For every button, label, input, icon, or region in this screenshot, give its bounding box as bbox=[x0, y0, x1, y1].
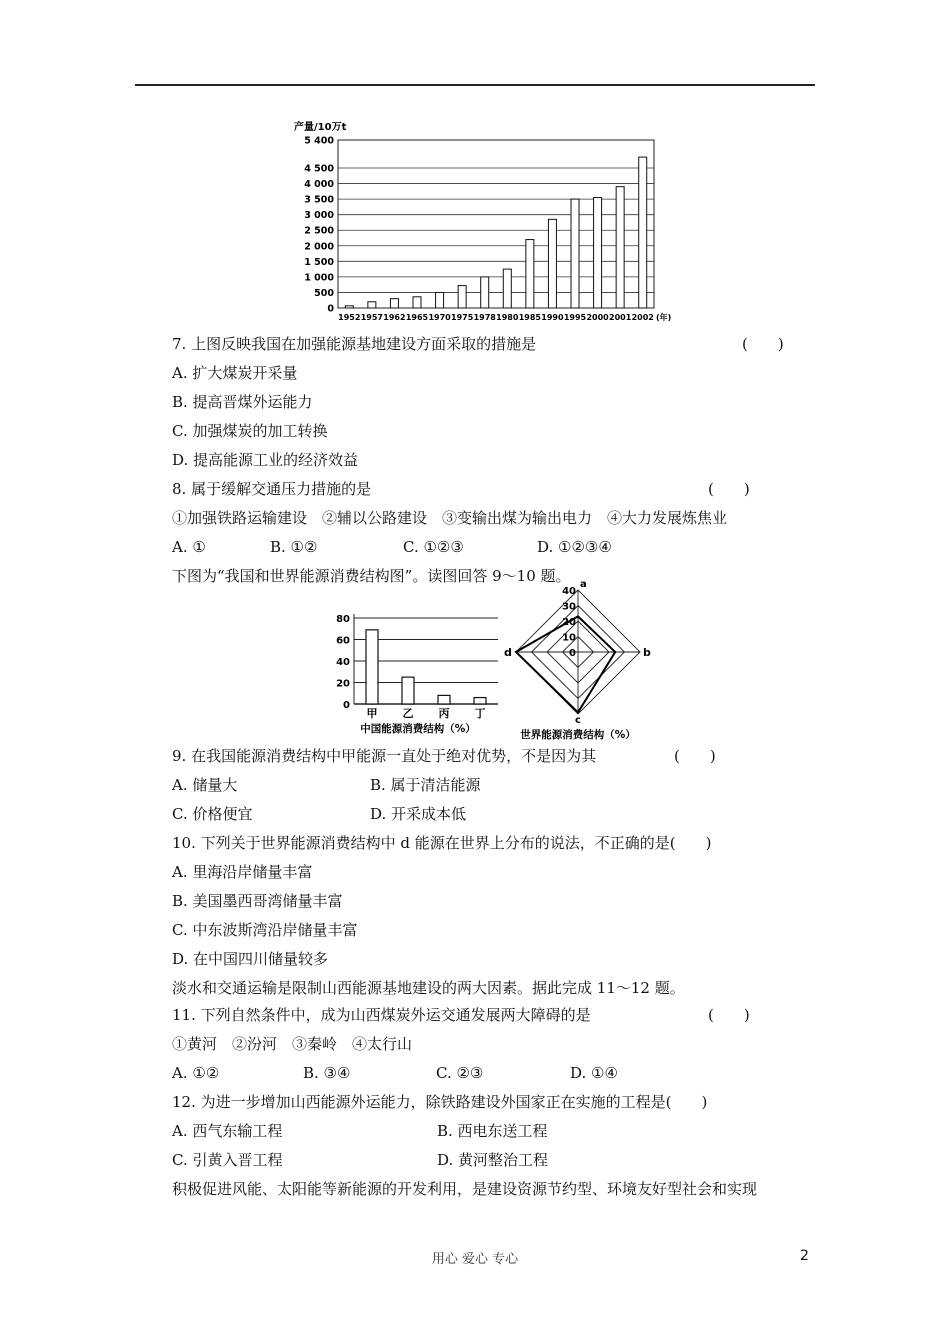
page-footer: 用心 爱心 专心 bbox=[431, 1252, 519, 1267]
question-7-option-a: A. 扩大煤炭开采量 bbox=[172, 364, 298, 382]
radar-axis-label-b: b bbox=[643, 646, 651, 659]
intro-9-10: 下图为“我国和世界能源消费结构图”。读图回答 9～10 题。 bbox=[172, 567, 571, 585]
radar-data-polygon bbox=[516, 616, 615, 712]
question-9-option-d: D. 开采成本低 bbox=[370, 805, 467, 823]
question-9-option-c: C. 价格便宜 bbox=[172, 805, 253, 823]
question-9-option-b: B. 属于清洁能源 bbox=[370, 776, 481, 794]
x-tick-label: 1985 bbox=[518, 313, 541, 322]
china-energy-structure-chart bbox=[326, 606, 516, 741]
chart-title: 中国能源消费结构（%） bbox=[360, 723, 476, 735]
radar-axis-label-a: a bbox=[580, 579, 587, 590]
x-tick-label: 1980 bbox=[496, 313, 519, 322]
bar bbox=[366, 630, 378, 704]
y-tick-label: 1 000 bbox=[304, 272, 334, 284]
y-tick-label: 2 500 bbox=[304, 225, 334, 237]
x-tick-label: 2000 bbox=[586, 313, 609, 322]
question-8-answer-blank: ( ) bbox=[708, 480, 750, 498]
question-8-option-c: C. ①②③ bbox=[403, 538, 464, 556]
page-number: 2 bbox=[800, 1248, 809, 1264]
bar bbox=[474, 698, 486, 704]
radar-scale-label: 20 bbox=[562, 617, 576, 628]
radar-scale-label: 10 bbox=[562, 632, 576, 644]
bar bbox=[616, 187, 624, 308]
x-tick-label: 甲 bbox=[366, 707, 378, 720]
question-7-answer-blank: ( ) bbox=[742, 335, 784, 353]
question-11-stem: 11. 下列自然条件中，成为山西煤炭外运交通发展两大障碍的是 bbox=[172, 1006, 591, 1024]
x-axis-label: (年) bbox=[656, 313, 672, 322]
question-11-option-c: C. ②③ bbox=[436, 1064, 484, 1082]
chart-title: 世界能源消费结构（%） bbox=[520, 729, 636, 741]
x-tick-label: 1978 bbox=[473, 313, 496, 322]
bar bbox=[436, 292, 444, 308]
radar-axis-label-c: c bbox=[575, 715, 581, 726]
bar bbox=[345, 306, 353, 308]
question-11-items: ①黄河 ②汾河 ③秦岭 ④太行山 bbox=[172, 1035, 413, 1053]
question-10-option-b: B. 美国墨西哥湾储量丰富 bbox=[172, 892, 343, 910]
bar bbox=[413, 297, 421, 308]
bar bbox=[458, 286, 466, 308]
y-tick-label: 40 bbox=[336, 657, 350, 668]
question-11-option-b: B. ③④ bbox=[303, 1064, 351, 1082]
x-tick-label: 1962 bbox=[383, 313, 406, 322]
x-tick-label: 1957 bbox=[360, 313, 383, 322]
bar bbox=[548, 219, 556, 308]
y-tick-label: 1 500 bbox=[304, 256, 334, 268]
y-tick-label: 4 000 bbox=[304, 179, 334, 191]
question-11-answer-blank: ( ) bbox=[708, 1006, 750, 1024]
question-10-option-a: A. 里海沿岸储量丰富 bbox=[172, 863, 313, 881]
y-tick-label: 4 500 bbox=[304, 163, 334, 175]
x-tick-label: 2002 bbox=[631, 313, 654, 322]
y-tick-label: 0 bbox=[343, 700, 350, 711]
question-12-option-b: B. 西电东送工程 bbox=[437, 1122, 548, 1140]
x-tick-label: 丁 bbox=[474, 707, 486, 720]
question-8-items: ①加强铁路运输建设 ②辅以公路建设 ③变输出煤为输出电力 ④大力发展炼焦业 bbox=[172, 509, 728, 527]
question-7-option-c: C. 加强煤炭的加工转换 bbox=[172, 422, 328, 440]
radar-scale-label: 30 bbox=[562, 601, 576, 613]
question-7-option-b: B. 提高晋煤外运能力 bbox=[172, 393, 313, 411]
question-11-option-a: A. ①② bbox=[172, 1064, 220, 1082]
question-10-option-d: D. 在中国四川储量较多 bbox=[172, 950, 329, 968]
question-12-option-c: C. 引黄入晋工程 bbox=[172, 1151, 283, 1169]
bar bbox=[571, 199, 579, 308]
radar-axis-label-d: d bbox=[504, 646, 512, 659]
radar-scale-label: 0 bbox=[569, 648, 576, 659]
bar bbox=[438, 695, 450, 704]
bar bbox=[481, 277, 489, 308]
question-7-option-d: D. 提高能源工业的经济效益 bbox=[172, 451, 359, 469]
x-tick-label: 1990 bbox=[541, 313, 564, 322]
question-8-option-d: D. ①②③④ bbox=[537, 538, 612, 556]
y-tick-label: 20 bbox=[336, 678, 350, 690]
continuation-line: 积极促进风能、太阳能等新能源的开发利用，是建设资源节约型、环境友好型社会和实现 bbox=[172, 1180, 758, 1198]
coal-output-bar-chart bbox=[290, 118, 690, 330]
question-12-option-a: A. 西气东输工程 bbox=[172, 1122, 283, 1140]
y-tick-label: 0 bbox=[327, 303, 334, 315]
question-10-option-c: C. 中东波斯湾沿岸储量丰富 bbox=[172, 921, 358, 939]
x-tick-label: 1975 bbox=[451, 313, 474, 322]
question-7-stem: 7. 上图反映我国在加强能源基地建设方面采取的措施是 bbox=[172, 335, 537, 353]
bar bbox=[368, 302, 376, 308]
header-rule bbox=[135, 84, 815, 86]
x-tick-label: 丙 bbox=[438, 707, 450, 720]
bar bbox=[639, 157, 647, 308]
bar bbox=[402, 677, 414, 704]
x-tick-label: 1970 bbox=[428, 313, 451, 322]
bar bbox=[390, 299, 398, 308]
y-axis-label: 产量/10万t bbox=[294, 122, 347, 133]
y-tick-label: 80 bbox=[336, 614, 350, 625]
question-8-stem: 8. 属于缓解交通压力措施的是 bbox=[172, 480, 372, 498]
question-9-option-a: A. 储量大 bbox=[172, 776, 238, 794]
y-tick-label: 3 500 bbox=[304, 194, 334, 206]
x-tick-label: 1952 bbox=[338, 313, 361, 322]
question-12-stem: 12. 为进一步增加山西能源外运能力，除铁路建设外国家正在实施的工程是( ) bbox=[172, 1093, 708, 1111]
x-tick-label: 乙 bbox=[402, 707, 414, 720]
world-energy-structure-radar bbox=[504, 579, 664, 741]
y-tick-label: 500 bbox=[314, 287, 334, 299]
question-10-stem: 10. 下列关于世界能源消费结构中 d 能源在世界上分布的说法，不正确的是( ) bbox=[172, 834, 712, 852]
bar bbox=[526, 240, 534, 308]
question-8-option-b: B. ①② bbox=[270, 538, 318, 556]
plot-frame bbox=[338, 140, 654, 308]
y-tick-label: 2 000 bbox=[304, 241, 334, 253]
x-tick-label: 2001 bbox=[609, 313, 632, 322]
question-9-answer-blank: ( ) bbox=[674, 747, 716, 765]
intro-11-12: 淡水和交通运输是限制山西能源基地建设的两大因素。据此完成 11～12 题。 bbox=[172, 979, 685, 997]
bar bbox=[594, 198, 602, 308]
y-tick-label: 60 bbox=[336, 635, 350, 647]
question-8-option-a: A. ① bbox=[172, 538, 206, 556]
question-12-option-d: D. 黄河整治工程 bbox=[437, 1151, 549, 1169]
question-9-stem: 9. 在我国能源消费结构中甲能源一直处于绝对优势，不是因为其 bbox=[172, 747, 597, 765]
x-tick-label: 1995 bbox=[563, 313, 587, 322]
x-tick-label: 1965 bbox=[405, 313, 429, 322]
y-tick-label: 3 000 bbox=[304, 210, 334, 222]
y-tick-label: 5 400 bbox=[304, 135, 334, 147]
radar-scale-label: 40 bbox=[562, 586, 576, 597]
bar bbox=[503, 269, 511, 308]
question-11-option-d: D. ①④ bbox=[570, 1064, 618, 1082]
